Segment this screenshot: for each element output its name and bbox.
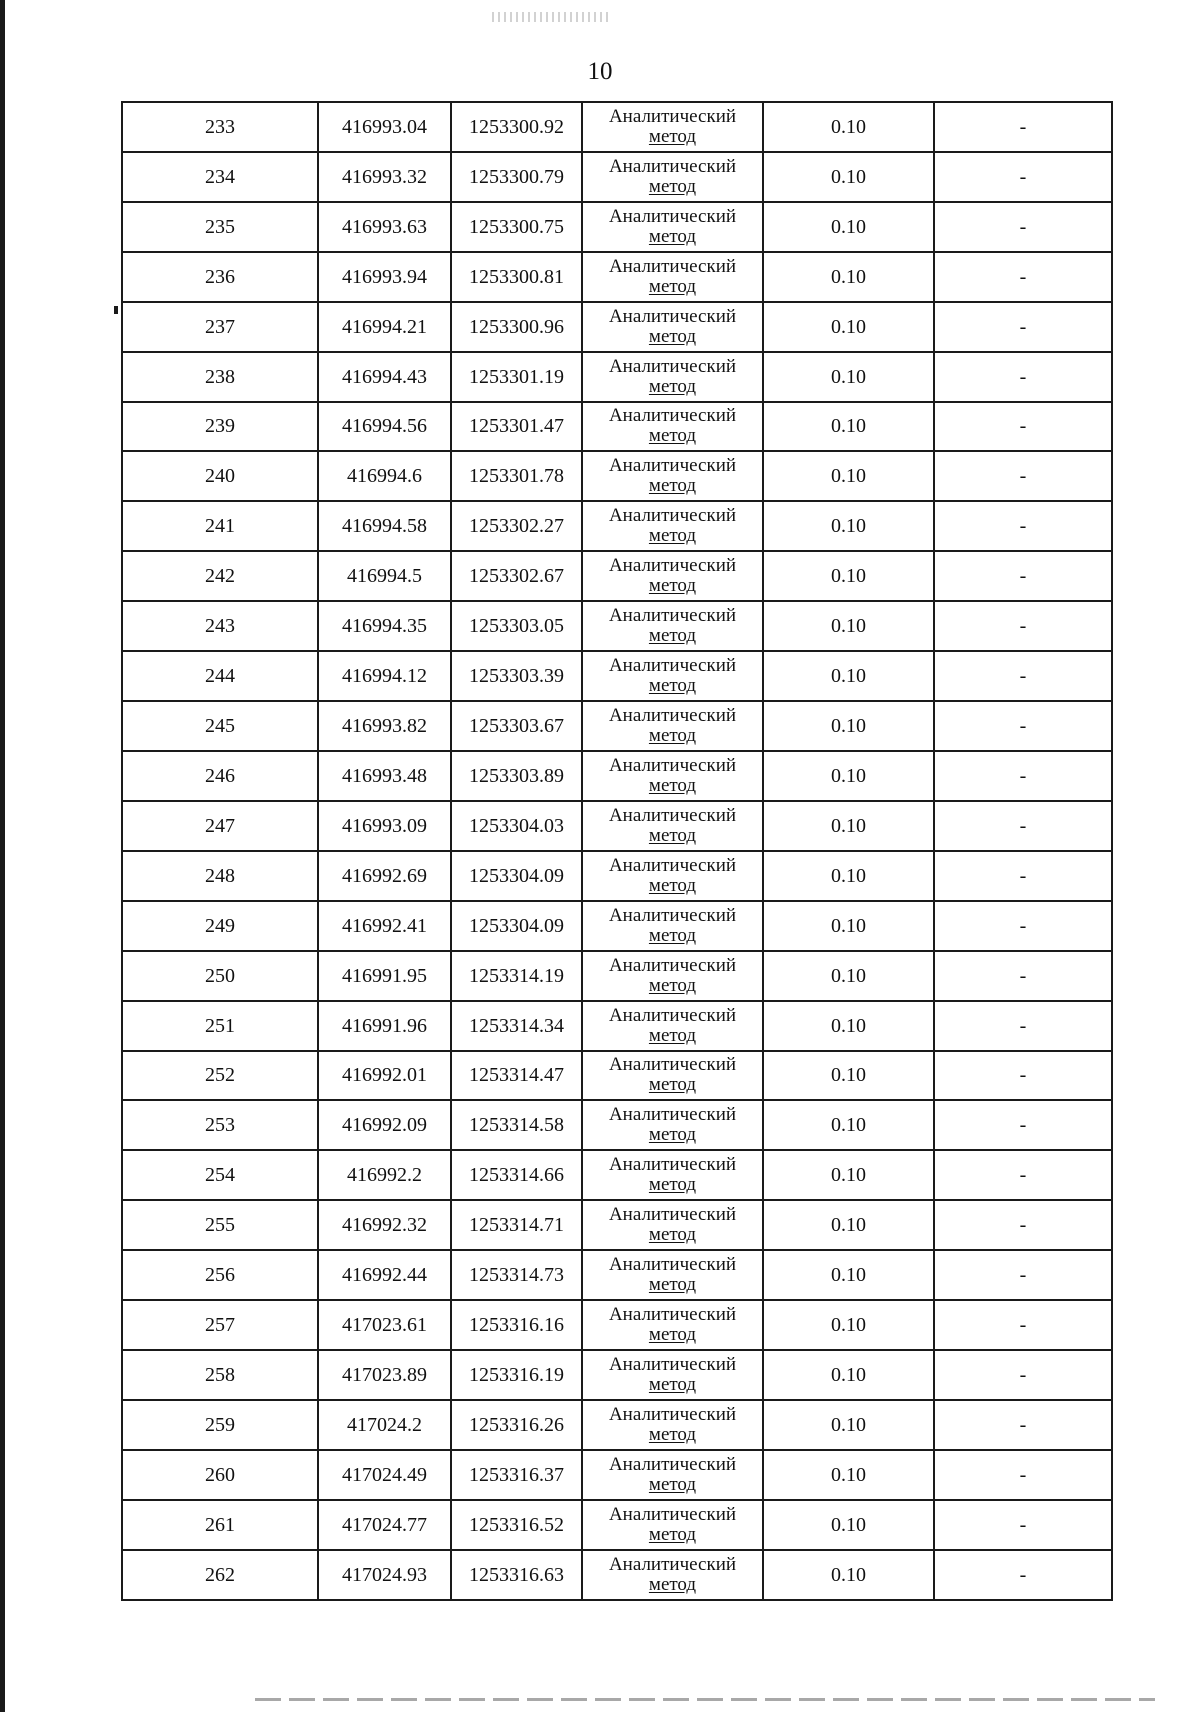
note-cell: - bbox=[934, 1051, 1112, 1101]
method-cell bbox=[582, 1051, 763, 1101]
note-cell: - bbox=[934, 751, 1112, 801]
note-cell: - bbox=[934, 202, 1112, 252]
table-row bbox=[122, 352, 1112, 402]
method-label-line2: метод bbox=[648, 325, 697, 347]
x-coordinate-cell: 416994.6 bbox=[318, 451, 451, 501]
point-number-cell: 234 bbox=[122, 152, 318, 202]
method-label: Аналитический bbox=[608, 1104, 737, 1126]
x-coordinate-cell: 416994.56 bbox=[318, 402, 451, 452]
method-label: Аналитический bbox=[608, 904, 737, 926]
y-coordinate-cell: 1253314.71 bbox=[451, 1200, 582, 1250]
accuracy-cell: 0.10 bbox=[763, 501, 934, 551]
method-label: Аналитический bbox=[608, 1204, 737, 1226]
y-coordinate-cell: 1253300.81 bbox=[451, 252, 582, 302]
note-cell: - bbox=[934, 501, 1112, 551]
table-row bbox=[122, 1350, 1112, 1400]
method-label-line2: метод bbox=[648, 475, 697, 497]
point-number-cell: 252 bbox=[122, 1051, 318, 1101]
x-coordinate-cell: 417024.77 bbox=[318, 1500, 451, 1550]
y-coordinate-cell: 1253314.19 bbox=[451, 951, 582, 1001]
note-cell: - bbox=[934, 851, 1112, 901]
x-coordinate-cell: 416992.01 bbox=[318, 1051, 451, 1101]
table-row bbox=[122, 202, 1112, 252]
point-number-cell: 235 bbox=[122, 202, 318, 252]
y-coordinate-cell: 1253304.09 bbox=[451, 851, 582, 901]
point-number-cell: 248 bbox=[122, 851, 318, 901]
y-coordinate-cell: 1253301.19 bbox=[451, 352, 582, 402]
x-coordinate-cell: 416994.35 bbox=[318, 601, 451, 651]
accuracy-cell: 0.10 bbox=[763, 1350, 934, 1400]
accuracy-cell: 0.10 bbox=[763, 1200, 934, 1250]
accuracy-cell: 0.10 bbox=[763, 951, 934, 1001]
table-row bbox=[122, 1250, 1112, 1300]
note-cell: - bbox=[934, 302, 1112, 352]
accuracy-cell: 0.10 bbox=[763, 751, 934, 801]
method-label: Аналитический bbox=[608, 405, 737, 427]
x-coordinate-cell: 416993.94 bbox=[318, 252, 451, 302]
x-coordinate-cell: 417024.2 bbox=[318, 1400, 451, 1450]
table-row bbox=[122, 951, 1112, 1001]
table-row bbox=[122, 551, 1112, 601]
accuracy-cell: 0.10 bbox=[763, 551, 934, 601]
method-label: Аналитический bbox=[608, 205, 737, 227]
y-coordinate-cell: 1253303.05 bbox=[451, 601, 582, 651]
accuracy-cell: 0.10 bbox=[763, 402, 934, 452]
method-label-line2: метод bbox=[648, 725, 697, 747]
coordinates-table bbox=[121, 101, 1113, 1601]
method-cell bbox=[582, 1100, 763, 1150]
method-label: Аналитический bbox=[608, 1004, 737, 1026]
table-row bbox=[122, 152, 1112, 202]
y-coordinate-cell: 1253316.52 bbox=[451, 1500, 582, 1550]
y-coordinate-cell: 1253316.63 bbox=[451, 1550, 582, 1600]
method-label: Аналитический bbox=[608, 155, 737, 177]
note-cell: - bbox=[934, 801, 1112, 851]
table-row bbox=[122, 501, 1112, 551]
x-coordinate-cell: 416993.63 bbox=[318, 202, 451, 252]
method-label: Аналитический bbox=[608, 305, 737, 327]
method-label: Аналитический bbox=[608, 255, 737, 277]
method-label-line2: метод bbox=[648, 525, 697, 547]
method-cell bbox=[582, 801, 763, 851]
y-coordinate-cell: 1253316.37 bbox=[451, 1450, 582, 1500]
scan-bottom-artifact bbox=[255, 1698, 1155, 1701]
x-coordinate-cell: 416994.43 bbox=[318, 352, 451, 402]
x-coordinate-cell: 417024.93 bbox=[318, 1550, 451, 1600]
x-coordinate-cell: 416992.32 bbox=[318, 1200, 451, 1250]
point-number-cell: 253 bbox=[122, 1100, 318, 1150]
accuracy-cell: 0.10 bbox=[763, 102, 934, 152]
accuracy-cell: 0.10 bbox=[763, 252, 934, 302]
accuracy-cell: 0.10 bbox=[763, 152, 934, 202]
x-coordinate-cell: 417023.61 bbox=[318, 1300, 451, 1350]
method-label: Аналитический bbox=[608, 1553, 737, 1575]
method-label: Аналитический bbox=[608, 555, 737, 577]
y-coordinate-cell: 1253300.75 bbox=[451, 202, 582, 252]
method-label-line2: метод bbox=[648, 1174, 697, 1196]
method-cell bbox=[582, 1500, 763, 1550]
y-coordinate-cell: 1253314.58 bbox=[451, 1100, 582, 1150]
y-coordinate-cell: 1253300.96 bbox=[451, 302, 582, 352]
y-coordinate-cell: 1253316.16 bbox=[451, 1300, 582, 1350]
accuracy-cell: 0.10 bbox=[763, 302, 934, 352]
method-cell bbox=[582, 402, 763, 452]
method-cell bbox=[582, 352, 763, 402]
method-cell bbox=[582, 851, 763, 901]
x-coordinate-cell: 416994.21 bbox=[318, 302, 451, 352]
method-label: Аналитический bbox=[608, 754, 737, 776]
y-coordinate-cell: 1253314.47 bbox=[451, 1051, 582, 1101]
point-number-cell: 236 bbox=[122, 252, 318, 302]
method-label-line2: метод bbox=[648, 1074, 697, 1096]
point-number-cell: 242 bbox=[122, 551, 318, 601]
y-coordinate-cell: 1253302.67 bbox=[451, 551, 582, 601]
note-cell: - bbox=[934, 901, 1112, 951]
accuracy-cell: 0.10 bbox=[763, 1001, 934, 1051]
method-label-line2: метод bbox=[648, 125, 697, 147]
x-coordinate-cell: 416994.12 bbox=[318, 651, 451, 701]
x-coordinate-cell: 416994.5 bbox=[318, 551, 451, 601]
method-label-line2: метод bbox=[648, 1224, 697, 1246]
accuracy-cell: 0.10 bbox=[763, 1300, 934, 1350]
table-row bbox=[122, 1450, 1112, 1500]
method-label: Аналитический bbox=[608, 655, 737, 677]
method-label-line2: метод bbox=[648, 824, 697, 846]
method-cell bbox=[582, 1150, 763, 1200]
table-row bbox=[122, 252, 1112, 302]
note-cell: - bbox=[934, 1001, 1112, 1051]
table-row bbox=[122, 1100, 1112, 1150]
method-label: Аналитический bbox=[608, 455, 737, 477]
y-coordinate-cell: 1253300.79 bbox=[451, 152, 582, 202]
method-label-line2: метод bbox=[648, 1324, 697, 1346]
method-label: Аналитический bbox=[608, 854, 737, 876]
method-label: Аналитический bbox=[608, 355, 737, 377]
method-label-line2: метод bbox=[648, 225, 697, 247]
note-cell: - bbox=[934, 1500, 1112, 1550]
note-cell: - bbox=[934, 701, 1112, 751]
y-coordinate-cell: 1253316.26 bbox=[451, 1400, 582, 1450]
scan-mark bbox=[114, 306, 118, 314]
accuracy-cell: 0.10 bbox=[763, 1051, 934, 1101]
point-number-cell: 260 bbox=[122, 1450, 318, 1500]
y-coordinate-cell: 1253314.34 bbox=[451, 1001, 582, 1051]
note-cell: - bbox=[934, 1350, 1112, 1400]
accuracy-cell: 0.10 bbox=[763, 1550, 934, 1600]
accuracy-cell: 0.10 bbox=[763, 1250, 934, 1300]
point-number-cell: 261 bbox=[122, 1500, 318, 1550]
y-coordinate-cell: 1253301.78 bbox=[451, 451, 582, 501]
method-label-line2: метод bbox=[648, 1423, 697, 1445]
note-cell: - bbox=[934, 352, 1112, 402]
accuracy-cell: 0.10 bbox=[763, 1500, 934, 1550]
point-number-cell: 249 bbox=[122, 901, 318, 951]
method-cell bbox=[582, 901, 763, 951]
method-label-line2: метод bbox=[648, 1024, 697, 1046]
x-coordinate-cell: 416993.48 bbox=[318, 751, 451, 801]
table-row bbox=[122, 1001, 1112, 1051]
point-number-cell: 246 bbox=[122, 751, 318, 801]
method-cell bbox=[582, 1250, 763, 1300]
y-coordinate-cell: 1253304.09 bbox=[451, 901, 582, 951]
table-body bbox=[122, 102, 1112, 1600]
point-number-cell: 239 bbox=[122, 402, 318, 452]
method-label: Аналитический bbox=[608, 1453, 737, 1475]
y-coordinate-cell: 1253314.66 bbox=[451, 1150, 582, 1200]
method-cell bbox=[582, 1001, 763, 1051]
method-cell bbox=[582, 751, 763, 801]
method-cell bbox=[582, 451, 763, 501]
method-label: Аналитический bbox=[608, 1354, 737, 1375]
method-label-line2: метод bbox=[648, 874, 697, 896]
x-coordinate-cell: 416992.44 bbox=[318, 1250, 451, 1300]
point-number-cell: 243 bbox=[122, 601, 318, 651]
method-label-line2: метод bbox=[648, 575, 697, 597]
note-cell: - bbox=[934, 1450, 1112, 1500]
table-row bbox=[122, 1051, 1112, 1101]
method-label: Аналитический bbox=[608, 505, 737, 527]
point-number-cell: 254 bbox=[122, 1150, 318, 1200]
note-cell: - bbox=[934, 1400, 1112, 1450]
method-cell bbox=[582, 951, 763, 1001]
method-label: Аналитический bbox=[608, 1254, 737, 1276]
method-label-line2: метод bbox=[648, 924, 697, 946]
table-row bbox=[122, 1400, 1112, 1450]
x-coordinate-cell: 416992.69 bbox=[318, 851, 451, 901]
x-coordinate-cell: 416994.58 bbox=[318, 501, 451, 551]
note-cell: - bbox=[934, 402, 1112, 452]
x-coordinate-cell: 416992.41 bbox=[318, 901, 451, 951]
accuracy-cell: 0.10 bbox=[763, 202, 934, 252]
point-number-cell: 256 bbox=[122, 1250, 318, 1300]
table-row bbox=[122, 1150, 1112, 1200]
point-number-cell: 255 bbox=[122, 1200, 318, 1250]
x-coordinate-cell: 416992.2 bbox=[318, 1150, 451, 1200]
method-label: Аналитический bbox=[608, 1054, 737, 1076]
accuracy-cell: 0.10 bbox=[763, 851, 934, 901]
method-label-line2: метод bbox=[648, 1573, 697, 1595]
note-cell: - bbox=[934, 1150, 1112, 1200]
method-cell bbox=[582, 102, 763, 152]
note-cell: - bbox=[934, 1250, 1112, 1300]
note-cell: - bbox=[934, 651, 1112, 701]
point-number-cell: 241 bbox=[122, 501, 318, 551]
note-cell: - bbox=[934, 152, 1112, 202]
method-label-line2: метод bbox=[648, 1523, 697, 1545]
table-row bbox=[122, 701, 1112, 751]
accuracy-cell: 0.10 bbox=[763, 1150, 934, 1200]
x-coordinate-cell: 416993.04 bbox=[318, 102, 451, 152]
note-cell: - bbox=[934, 252, 1112, 302]
x-coordinate-cell: 416991.95 bbox=[318, 951, 451, 1001]
point-number-cell: 233 bbox=[122, 102, 318, 152]
y-coordinate-cell: 1253303.67 bbox=[451, 701, 582, 751]
method-label: Аналитический bbox=[608, 1154, 737, 1176]
method-cell bbox=[582, 1400, 763, 1450]
accuracy-cell: 0.10 bbox=[763, 801, 934, 851]
method-label: Аналитический bbox=[608, 105, 737, 127]
table-row bbox=[122, 901, 1112, 951]
method-label: Аналитический bbox=[608, 605, 737, 627]
method-cell bbox=[582, 1450, 763, 1500]
accuracy-cell: 0.10 bbox=[763, 1450, 934, 1500]
note-cell: - bbox=[934, 451, 1112, 501]
method-label-line2: метод bbox=[648, 1124, 697, 1146]
method-cell bbox=[582, 1300, 763, 1350]
note-cell: - bbox=[934, 951, 1112, 1001]
scan-artifact bbox=[492, 12, 612, 22]
method-cell bbox=[582, 152, 763, 202]
method-label-line2: метод bbox=[648, 1274, 697, 1296]
point-number-cell: 247 bbox=[122, 801, 318, 851]
method-cell bbox=[582, 701, 763, 751]
x-coordinate-cell: 416992.09 bbox=[318, 1100, 451, 1150]
table-row bbox=[122, 1200, 1112, 1250]
method-label-line2: метод bbox=[648, 1473, 697, 1495]
y-coordinate-cell: 1253316.19 bbox=[451, 1350, 582, 1400]
note-cell: - bbox=[934, 601, 1112, 651]
point-number-cell: 259 bbox=[122, 1400, 318, 1450]
table-row bbox=[122, 102, 1112, 152]
method-label-line2: метод bbox=[648, 1374, 697, 1395]
method-cell bbox=[582, 651, 763, 701]
note-cell: - bbox=[934, 551, 1112, 601]
accuracy-cell: 0.10 bbox=[763, 1100, 934, 1150]
y-coordinate-cell: 1253303.89 bbox=[451, 751, 582, 801]
method-label: Аналитический bbox=[608, 705, 737, 727]
table-row bbox=[122, 402, 1112, 452]
note-cell: - bbox=[934, 1300, 1112, 1350]
method-label-line2: метод bbox=[648, 675, 697, 697]
table-row bbox=[122, 651, 1112, 701]
point-number-cell: 238 bbox=[122, 352, 318, 402]
note-cell: - bbox=[934, 1550, 1112, 1600]
accuracy-cell: 0.10 bbox=[763, 352, 934, 402]
page-number: 10 bbox=[587, 58, 613, 85]
y-coordinate-cell: 1253314.73 bbox=[451, 1250, 582, 1300]
table-row bbox=[122, 1550, 1112, 1600]
x-coordinate-cell: 416993.09 bbox=[318, 801, 451, 851]
method-label-line2: метод bbox=[648, 275, 697, 297]
method-label: Аналитический bbox=[608, 1503, 737, 1525]
method-label: Аналитический bbox=[608, 954, 737, 976]
x-coordinate-cell: 417024.49 bbox=[318, 1450, 451, 1500]
table-row bbox=[122, 302, 1112, 352]
x-coordinate-cell: 416993.32 bbox=[318, 152, 451, 202]
table-row bbox=[122, 751, 1112, 801]
method-label-line2: метод bbox=[648, 175, 697, 197]
point-number-cell: 240 bbox=[122, 451, 318, 501]
accuracy-cell: 0.10 bbox=[763, 651, 934, 701]
method-label-line2: метод bbox=[648, 974, 697, 996]
y-coordinate-cell: 1253303.39 bbox=[451, 651, 582, 701]
note-cell: - bbox=[934, 102, 1112, 152]
method-cell bbox=[582, 1200, 763, 1250]
note-cell: - bbox=[934, 1200, 1112, 1250]
method-label: Аналитический bbox=[608, 1304, 737, 1326]
method-cell bbox=[582, 252, 763, 302]
point-number-cell: 237 bbox=[122, 302, 318, 352]
method-cell bbox=[582, 551, 763, 601]
method-cell bbox=[582, 501, 763, 551]
y-coordinate-cell: 1253304.03 bbox=[451, 801, 582, 851]
method-cell bbox=[582, 601, 763, 651]
y-coordinate-cell: 1253301.47 bbox=[451, 402, 582, 452]
point-number-cell: 244 bbox=[122, 651, 318, 701]
method-cell bbox=[582, 202, 763, 252]
method-cell bbox=[582, 302, 763, 352]
point-number-cell: 251 bbox=[122, 1001, 318, 1051]
point-number-cell: 262 bbox=[122, 1550, 318, 1600]
point-number-cell: 257 bbox=[122, 1300, 318, 1350]
method-label-line2: метод bbox=[648, 425, 697, 447]
table-row bbox=[122, 801, 1112, 851]
accuracy-cell: 0.10 bbox=[763, 601, 934, 651]
method-label-line2: метод bbox=[648, 774, 697, 796]
method-label: Аналитический bbox=[608, 1403, 737, 1425]
x-coordinate-cell: 417023.89 bbox=[318, 1350, 451, 1400]
method-label-line2: метод bbox=[648, 625, 697, 647]
method-label-line2: метод bbox=[648, 375, 697, 397]
method-label: Аналитический bbox=[608, 804, 737, 826]
accuracy-cell: 0.10 bbox=[763, 451, 934, 501]
method-cell bbox=[582, 1550, 763, 1600]
note-cell: - bbox=[934, 1100, 1112, 1150]
x-coordinate-cell: 416993.82 bbox=[318, 701, 451, 751]
accuracy-cell: 0.10 bbox=[763, 1400, 934, 1450]
y-coordinate-cell: 1253300.92 bbox=[451, 102, 582, 152]
table-row bbox=[122, 851, 1112, 901]
scan-left-edge bbox=[0, 0, 5, 1712]
table-row bbox=[122, 1300, 1112, 1350]
accuracy-cell: 0.10 bbox=[763, 901, 934, 951]
x-coordinate-cell: 416991.96 bbox=[318, 1001, 451, 1051]
y-coordinate-cell: 1253302.27 bbox=[451, 501, 582, 551]
accuracy-cell: 0.10 bbox=[763, 701, 934, 751]
point-number-cell: 245 bbox=[122, 701, 318, 751]
point-number-cell: 258 bbox=[122, 1350, 318, 1400]
method-cell bbox=[582, 1350, 763, 1400]
table-row bbox=[122, 601, 1112, 651]
table-row bbox=[122, 1500, 1112, 1550]
point-number-cell: 250 bbox=[122, 951, 318, 1001]
table-row bbox=[122, 451, 1112, 501]
